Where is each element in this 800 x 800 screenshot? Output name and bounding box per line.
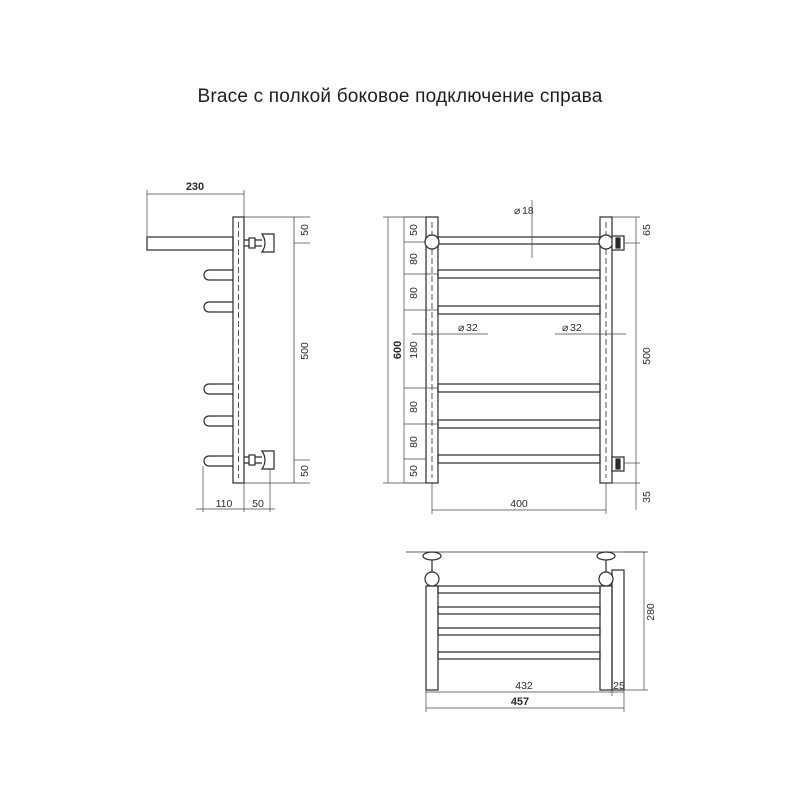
dim-side-offset: 25 [613, 680, 625, 692]
left-top-fitting [425, 235, 439, 249]
side-rail-2 [204, 302, 233, 312]
dim-bottom-offset-right: 35 [641, 491, 653, 503]
dim-spacing-7: 50 [408, 465, 420, 477]
dim-total-width: 457 [510, 696, 530, 708]
front-view [425, 217, 624, 483]
right-bottom-inlet-core [616, 459, 620, 469]
side-view [147, 217, 294, 483]
dim-spacing-5: 80 [408, 401, 420, 413]
rail-3 [438, 306, 600, 314]
top-rail-1 [438, 586, 600, 593]
dim-rail-diameter-left: 32 [466, 322, 478, 334]
dim-rail-diameter-right: 32 [570, 322, 582, 334]
side-rail-3 [204, 384, 233, 394]
top-left-fitting [425, 572, 439, 586]
top-rail-4 [438, 652, 600, 659]
top-view [406, 552, 646, 690]
dim-pipe-diameter: 18 [522, 205, 534, 217]
dim-top-height: 280 [645, 603, 657, 621]
dim-width: 400 [510, 498, 528, 510]
shelf-profile [147, 237, 233, 250]
rail-6 [438, 455, 600, 463]
rail-1 [438, 237, 600, 244]
side-rail-5 [204, 456, 233, 466]
right-top-inlet-core [616, 238, 620, 248]
dim-spacing-2: 80 [408, 253, 420, 265]
dim-rail-diameter-left-symbol: ⌀ [458, 322, 465, 334]
top-left-upright [426, 586, 438, 690]
dim-side-top-offset: 50 [299, 224, 311, 236]
dim-pipe-diameter-symbol: ⌀ [514, 205, 521, 217]
dim-spacing-6: 80 [408, 436, 420, 448]
rail-2 [438, 270, 600, 278]
top-rail-2 [438, 607, 600, 614]
dim-total-height: 600 [392, 340, 404, 360]
dim-side-bottom-offset: 50 [299, 465, 311, 477]
right-top-fitting [599, 235, 613, 249]
dim-offset-left: 110 [215, 498, 233, 510]
dim-inner-width: 432 [515, 680, 533, 692]
dim-spacing-4: 180 [408, 341, 420, 359]
dim-center-distance-right: 500 [641, 347, 653, 365]
top-right-flange [597, 552, 615, 560]
side-rail-4 [204, 416, 233, 426]
drawing-title: Brace с полкой боковое подключение справа [197, 86, 603, 107]
side-rail-1 [204, 270, 233, 280]
top-rail-3 [438, 628, 600, 635]
rail-5 [438, 420, 600, 428]
top-right-upright [600, 586, 612, 690]
side-fitting-bottom [244, 451, 274, 469]
top-right-fitting [599, 572, 613, 586]
dim-top-offset-right: 65 [641, 224, 653, 236]
dim-shelf-depth: 230 [185, 181, 205, 193]
dim-side-center-distance: 500 [299, 342, 311, 360]
dim-offset-right: 50 [252, 498, 264, 510]
side-view-dimensions [147, 190, 310, 512]
top-right-housing [612, 570, 624, 690]
dim-rail-diameter-right-symbol: ⌀ [562, 322, 569, 334]
dim-spacing-1: 50 [408, 224, 420, 236]
side-fitting-top [244, 234, 274, 252]
top-left-flange [423, 552, 441, 560]
dim-spacing-3: 80 [408, 287, 420, 299]
rail-4 [438, 384, 600, 392]
